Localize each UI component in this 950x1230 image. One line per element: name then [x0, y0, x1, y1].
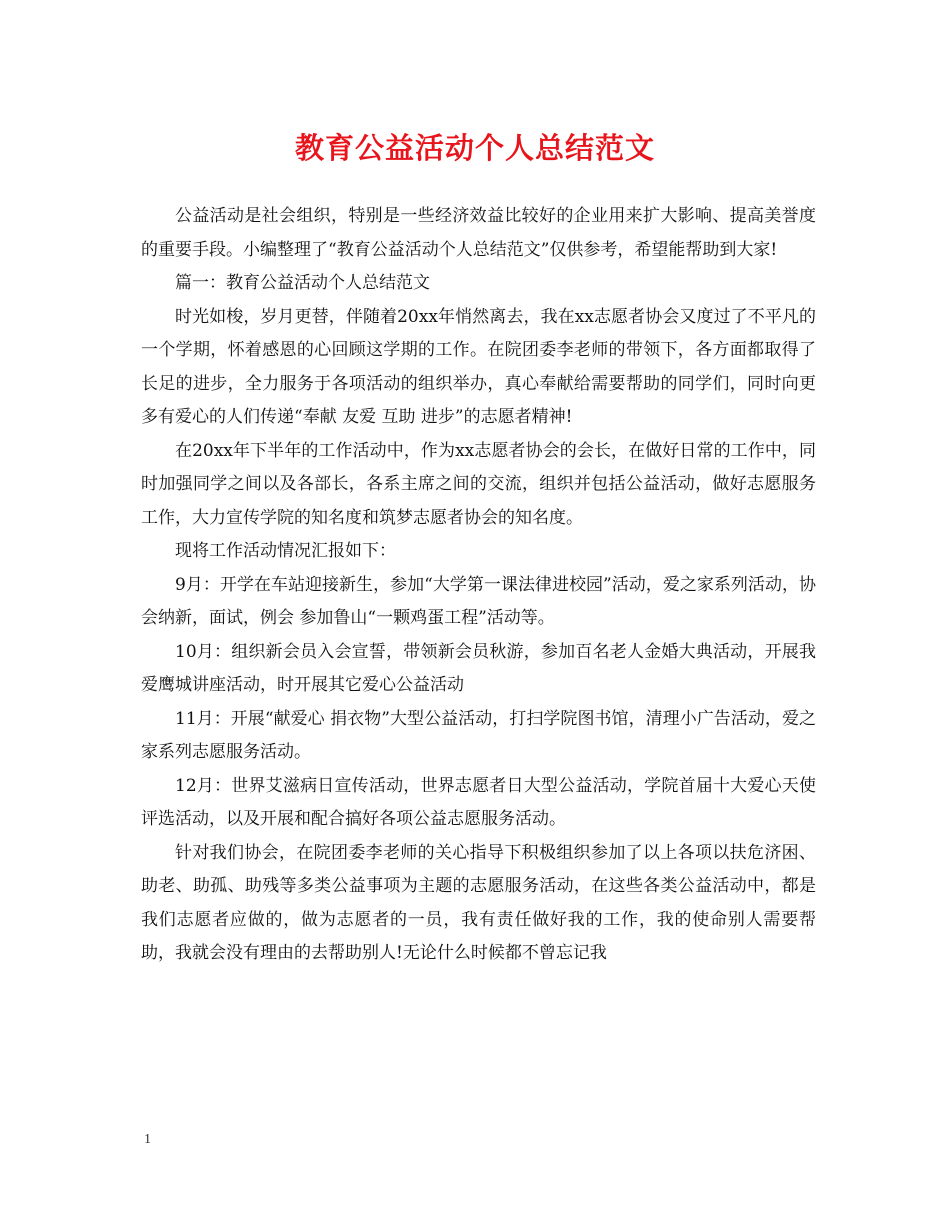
- body-paragraph: 在20xx年下半年的工作活动中，作为xx志愿者协会的会长，在做好日常的工作中，同时加强同学之间以及各部长，各系主席之间的交流，组织并包括公益活动，做好志愿服务工作，大力宣传学院的知名度和筑梦志愿者协会的知名度。: [141, 440, 816, 528]
- body-paragraph: 公益活动是社会组织，特别是一些经济效益比较好的企业用来扩大影响、提高美誉度的重要手段。小编整理了“教育公益活动个人总结范文”仅供参考，希望能帮助到大家!: [141, 206, 816, 260]
- document-body: [141, 200, 816, 971]
- body-paragraph: 11月：开展“献爱心 捐衣物”大型公益活动，打扫学院图书馆，清理小广告活动，爱之家系列志愿服务活动。: [141, 708, 816, 762]
- page-number: 1: [144, 1132, 151, 1147]
- body-paragraph: 12月：世界艾滋病日宣传活动，世界志愿者日大型公益活动，学院首届十大爱心天使评选活动，以及开展和配合搞好各项公益志愿服务活动。: [141, 775, 816, 829]
- body-paragraph: 时光如梭，岁月更替，伴随着20xx年悄然离去，我在xx志愿者协会又度过了不平凡的一个学期，怀着感恩的心回顾这学期的工作。在院团委李老师的带领下，各方面都取得了长足的进步，全力服务于各项活动的组织举办，真心奉献给需要帮助的同学们，同时向更多有爱心的人们传递“奉献 友爱 互助 进步”的志愿者精神!: [141, 306, 816, 427]
- body-paragraph: 现将工作活动情况汇报如下：: [175, 541, 396, 561]
- body-paragraph: 10月：组织新会员入会宣誓，带领新会员秋游，参加百名老人金婚大典活动，开展我爱鹰城讲座活动，时开展其它爱心公益活动: [141, 641, 816, 695]
- body-paragraph: 9月：开学在车站迎接新生，参加“大学第一课法律进校园”活动，爱之家系列活动，协会纳新，面试，例会 参加鲁山“一颗鸡蛋工程”活动等。: [141, 574, 816, 628]
- body-paragraph: 针对我们协会，在院团委李老师的关心指导下积极组织参加了以上各项以扶危济困、助老、助孤、助残等多类公益事项为主题的志愿服务活动，在这些各类公益活动中，都是我们志愿者应做的，做为志愿者的一员，我有责任做好我的工作，我的使命别人需要帮助，我就会没有理由的去帮助别人!无论什么时候都不曾忘记我: [141, 842, 816, 963]
- section-heading: 篇一：教育公益活动个人总结范文: [175, 273, 430, 293]
- document-title: 教育公益活动个人总结范文: [294, 131, 655, 165]
